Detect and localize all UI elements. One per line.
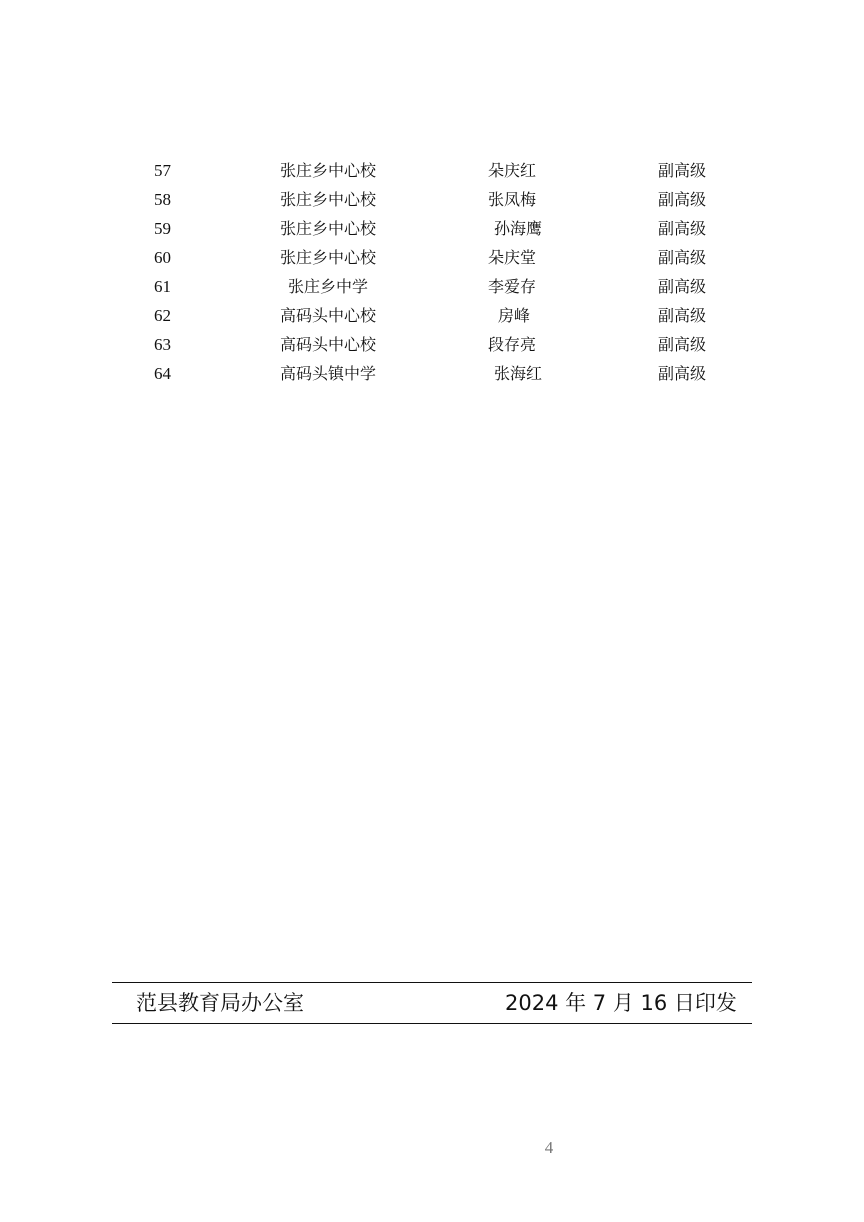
row-number: 64 [154, 364, 171, 383]
school-name: 张庄乡中心校 [280, 190, 377, 209]
table-row [118, 301, 758, 330]
page-number: 4 [544, 1138, 554, 1157]
teacher-name: 孙海鹰 [494, 219, 543, 238]
professional-title: 副高级 [658, 161, 707, 180]
teacher-name: 朵庆堂 [488, 248, 537, 267]
teacher-name: 张海红 [494, 364, 543, 383]
professional-title: 副高级 [658, 219, 707, 238]
school-name: 高码头镇中学 [280, 364, 377, 383]
footer-top-rule [112, 982, 752, 983]
teacher-name: 段存亮 [488, 335, 537, 354]
row-number: 58 [154, 190, 171, 209]
row-number: 60 [154, 248, 171, 267]
row-number: 57 [154, 161, 171, 180]
table-row [118, 156, 758, 185]
school-name: 高码头中心校 [280, 335, 377, 354]
school-name: 张庄乡中学 [288, 277, 369, 296]
footer-bottom-rule [112, 1023, 752, 1024]
teacher-name: 房峰 [498, 306, 531, 325]
table-row [118, 330, 758, 359]
row-number: 59 [154, 219, 171, 238]
issuing-office: 范县教育局办公室 [136, 991, 304, 1015]
professional-title: 副高级 [658, 306, 707, 325]
school-name: 张庄乡中心校 [280, 161, 377, 180]
professional-title: 副高级 [658, 335, 707, 354]
row-number: 62 [154, 306, 171, 325]
teacher-title-table [118, 156, 758, 388]
school-name: 张庄乡中心校 [280, 219, 377, 238]
school-name: 高码头中心校 [280, 306, 377, 325]
table-row [118, 272, 758, 301]
teacher-name: 张凤梅 [488, 190, 537, 209]
professional-title: 副高级 [658, 277, 707, 296]
table-row [118, 243, 758, 272]
issue-date: 2024 年 7 月 16 日印发 [505, 991, 737, 1015]
table-row [118, 185, 758, 214]
professional-title: 副高级 [658, 248, 707, 267]
row-number: 63 [154, 335, 171, 354]
school-name: 张庄乡中心校 [280, 248, 377, 267]
teacher-name: 朵庆红 [488, 161, 537, 180]
professional-title: 副高级 [658, 364, 707, 383]
row-number: 61 [154, 277, 171, 296]
professional-title: 副高级 [658, 190, 707, 209]
table-row [118, 214, 758, 243]
teacher-name: 李爱存 [488, 277, 537, 296]
table-row [118, 359, 758, 388]
